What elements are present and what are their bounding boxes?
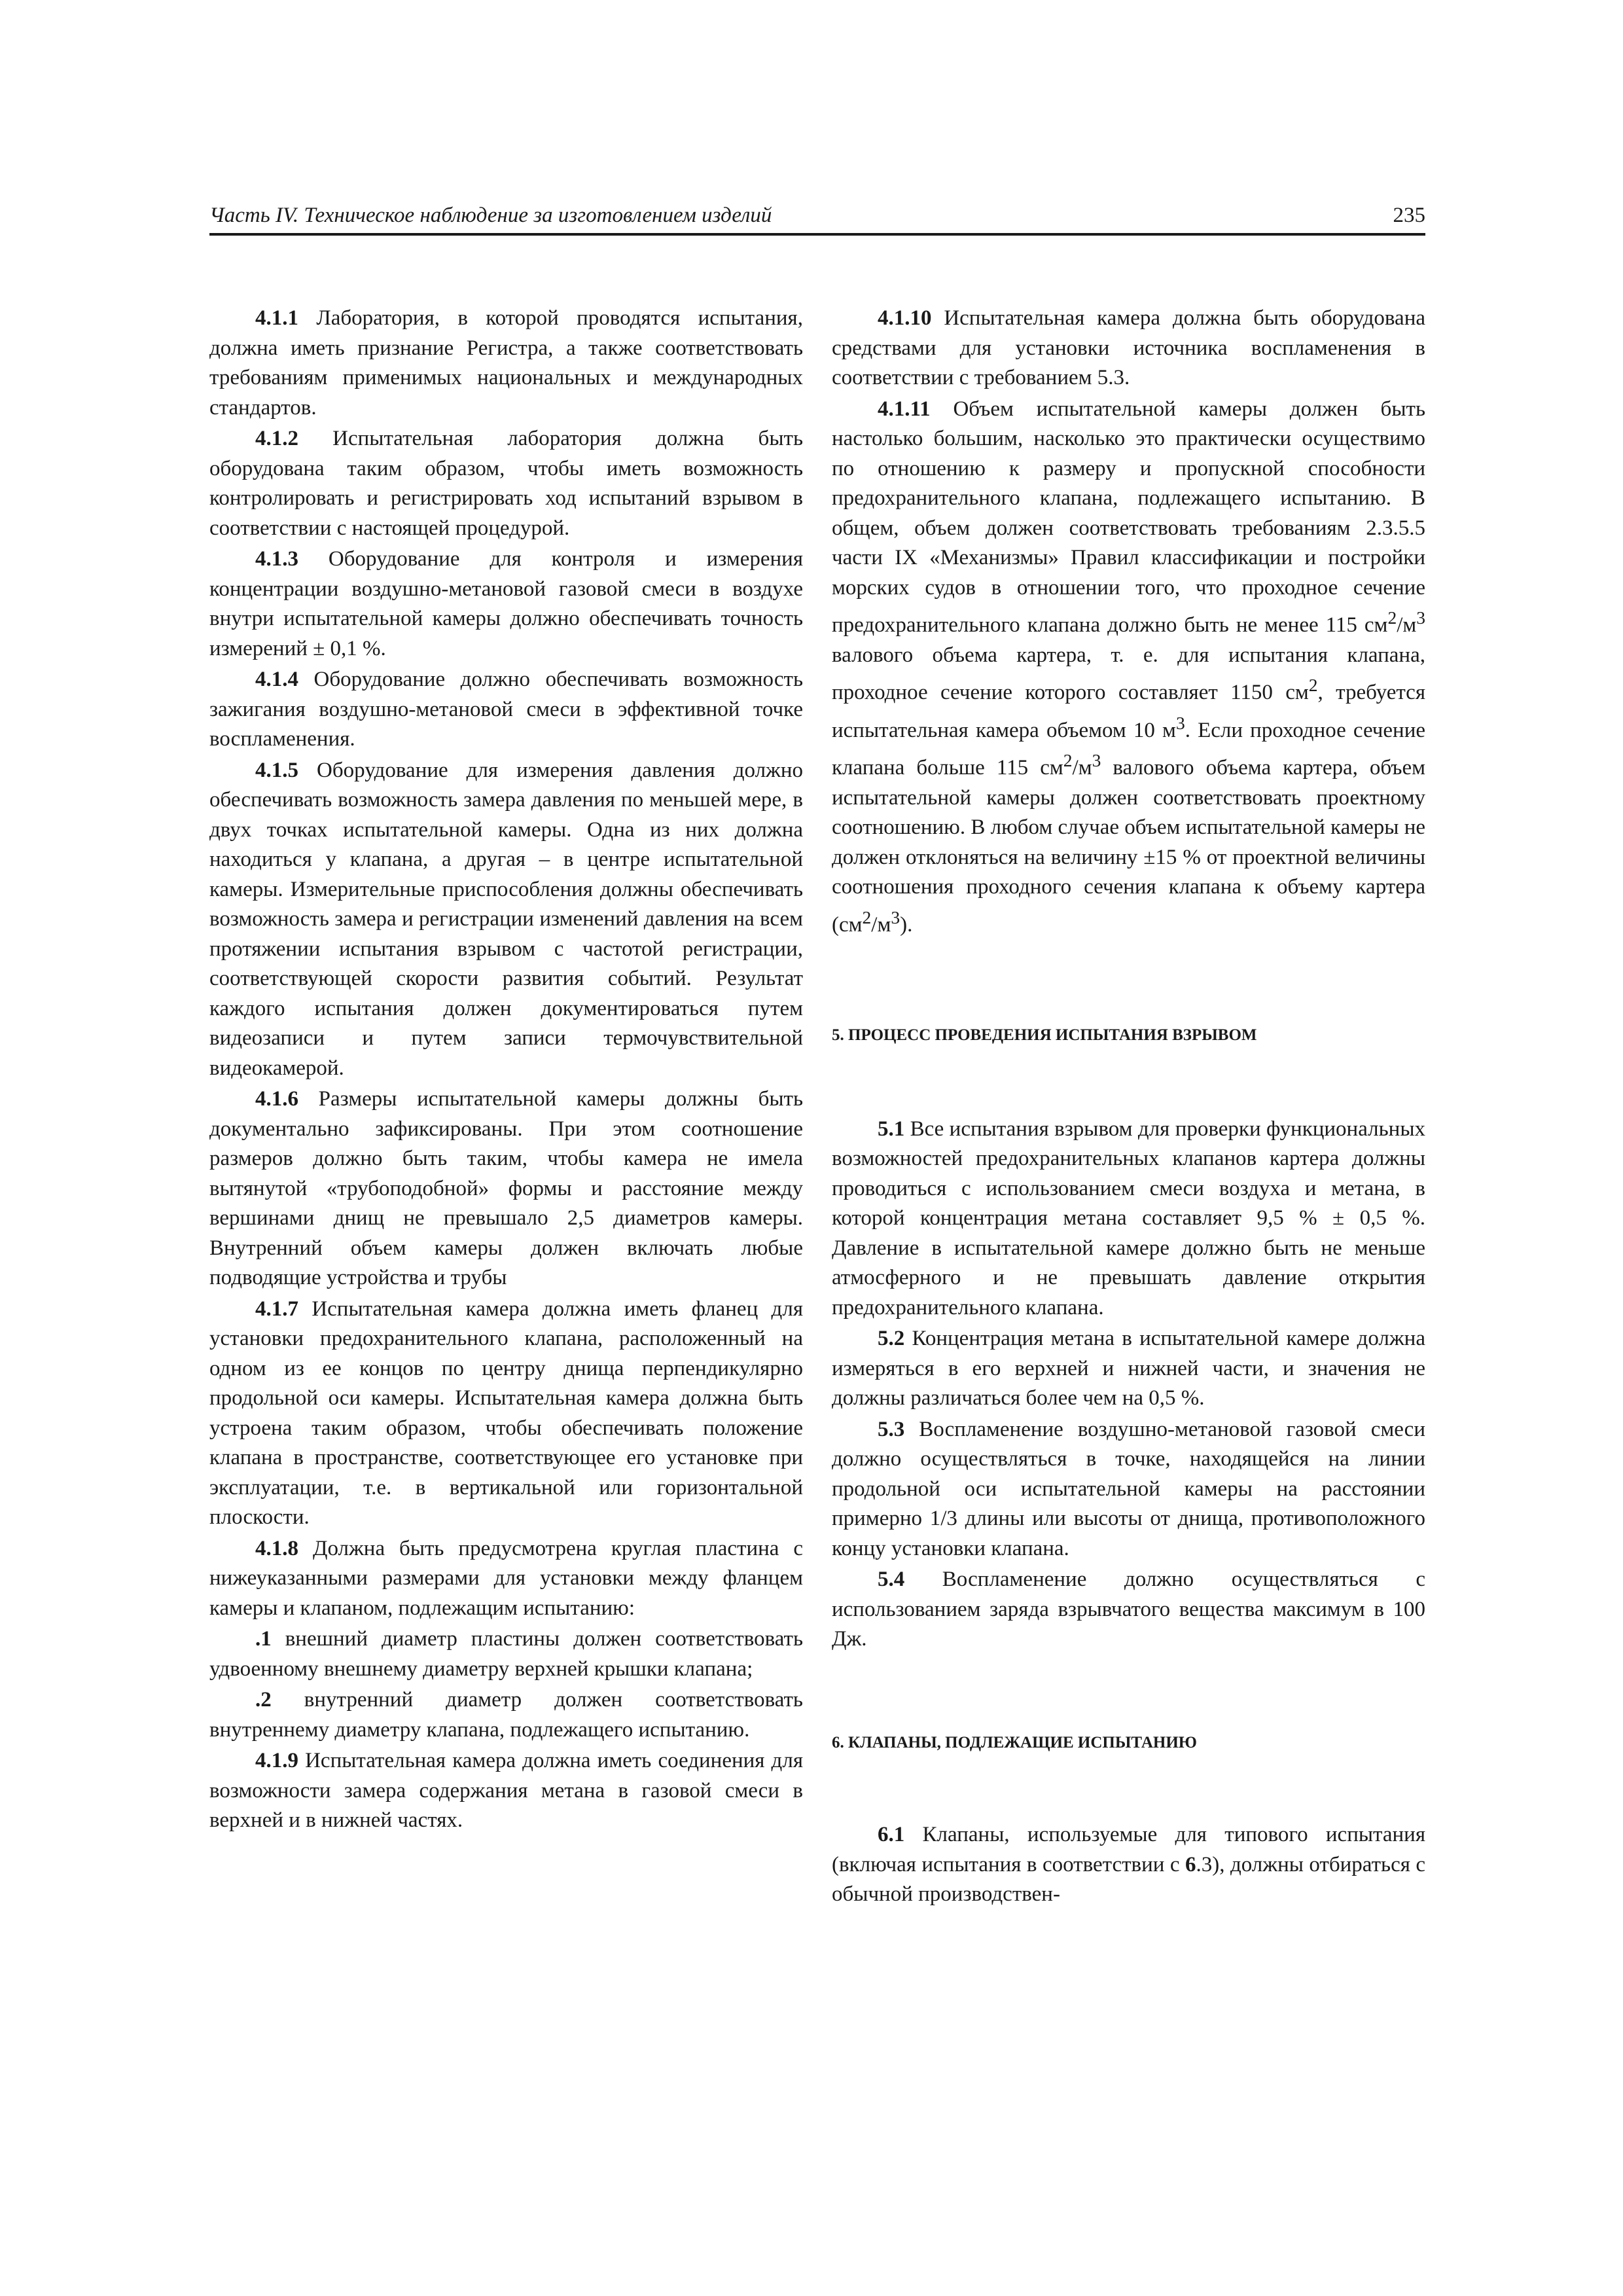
paragraph-text: Все испытания взрывом для проверки функциональных возможностей предохранительных клапанов картера должны проводиться с использованием смеси воздуха и метана, в которой концентрация метана составляет 9,5 % ± 0,5 %. Давление в испытательной камере должно быть не меньше атмосферного и не превышать давление открытия предохранительного клапана. — [832, 1117, 1425, 1319]
paragraph-text: ). — [900, 912, 913, 937]
header-rule — [209, 233, 1425, 236]
clause-number: 6.1 — [878, 1823, 905, 1846]
paragraph-text: Воспламенение воздушно-метановой газовой смеси должно осуществляться в точке, находящейся на линии продольной оси испытательной камеры на расстоянии примерно 1/3 длины или высоты от днища, противоположного концу установки клапана. — [832, 1417, 1425, 1560]
superscript: 3 — [1092, 750, 1101, 770]
paragraph-4-1-6 — [209, 1085, 803, 1293]
superscript: 2 — [1063, 750, 1073, 770]
paragraph-5-3 — [832, 1415, 1425, 1564]
running-header — [209, 196, 1425, 236]
paragraph-text: внешний диаметр пластины должен соответствовать удвоенному внешнему диаметру верхней крышки клапана; — [209, 1627, 803, 1681]
paragraph-text: Испытательная лаборатория должна быть оборудована таким образом, чтобы иметь возможность контролировать и регистрировать ход испытаний взрывом в соответствии с настоящей процедурой. — [209, 427, 803, 540]
paragraph-text: внутренний диаметр должен соответствовать внутреннему диаметру клапана, подлежащего испытанию. — [209, 1688, 803, 1742]
clause-number: 4.1.10 — [878, 306, 932, 330]
list-item-1 — [209, 1624, 803, 1684]
paragraph-4-1-7 — [209, 1295, 803, 1533]
paragraph-text: . Если проходное сечение клапана больше 115 см — [832, 718, 1425, 780]
paragraph-5-4 — [832, 1565, 1425, 1655]
page-number: 235 — [1393, 204, 1425, 227]
item-number: .2 — [255, 1688, 272, 1712]
running-header-title: Часть IV. Техническое наблюдение за изготовлением изделий — [209, 204, 772, 227]
paragraph-text: Объем испытательной камеры должен быть настолько большим, насколько это практически осуществимо по отношению к размеру и пропускной способности предохранительного клапана, подлежащего испытанию. В общем, объем должен соответствовать требованиям 2.3.5.5 части IX «Механизмы» Правил классификации и постройки морских судов в отношении того, что проходное сечение предохранительного клапана должно быть не менее 115 см — [832, 397, 1425, 637]
paragraph-text: Оборудование для измерения давления должно обеспечивать возможность замера давления по меньшей мере, в двух точках испытательной камеры. Одна из них должна находиться у клапана, а другая – в центре испытательной камеры. Измерительные приспособления должны обеспечивать возможность замера и регистрации изменений давления на всем протяжении испытания взрывом с частотой регистрации, соответствующей скорости развития событий. Результат каждого испытания должен документироваться путем видеозаписи и путем записи термочувствительной видеокамерой. — [209, 758, 803, 1080]
paragraph-text: Испытательная камера должна иметь соединения для возможности замера содержания метана в газовой смеси в верхней и в нижней частях. — [209, 1749, 803, 1832]
clause-number: 4.1.9 — [255, 1749, 298, 1772]
paragraph-text: /м — [1072, 756, 1092, 780]
paragraph-4-1-5 — [209, 756, 803, 1084]
superscript: 3 — [891, 906, 901, 927]
paragraph-5-1 — [832, 1115, 1425, 1323]
clause-number: 5.4 — [878, 1568, 905, 1591]
clause-number: 4.1.7 — [255, 1297, 298, 1321]
clause-number: 5.3 — [878, 1417, 905, 1441]
paragraph-text: Воспламенение должно осуществляться с использованием заряда взрывчатого вещества максимум в 100 Дж. — [832, 1568, 1425, 1651]
paragraph-text: /м — [871, 912, 891, 937]
paragraph-text: Клапаны, используемые для типового испытания (включая испытания в соответствии с — [832, 1823, 1425, 1876]
paragraph-text: валового объема картера, объем испытательной камеры должен соответствовать проектному соотношению. В любом случае объем испытательной камеры не должен отклоняться на величину ±15 % от проектной величины соотношения проходного сечения клапана к объему картера (см — [832, 756, 1425, 937]
clause-number: 5.2 — [878, 1327, 905, 1350]
item-number: .1 — [255, 1627, 272, 1651]
paragraph-4-1-8 — [209, 1534, 803, 1624]
list-item-2 — [209, 1685, 803, 1745]
paragraph-4-1-10 — [832, 304, 1425, 393]
paragraph-text: Должна быть предусмотрена круглая пластина с нижеуказанными размерами для установки между фланцем камеры и клапаном, подлежащим испытанию: — [209, 1536, 803, 1620]
clause-number: 4.1.5 — [255, 758, 298, 782]
section-heading-6: 6. КЛАПАНЫ, ПОДЛЕЖАЩИЕ ИСПЫТАНИЮ — [832, 1733, 1197, 1751]
paragraph-text: Лаборатория, в которой проводятся испытания, должна иметь признание Регистра, а также соответствовать требованиям применимых национальных и международных стандартов. — [209, 306, 803, 420]
superscript: 2 — [862, 906, 872, 927]
section-heading-5: 5. ПРОЦЕСС ПРОВЕДЕНИЯ ИСПЫТАНИЯ ВЗРЫВОМ — [832, 1026, 1257, 1044]
paragraph-4-1-1 — [209, 304, 803, 423]
paragraph-text: .3), должны отбираться с обычной производствен- — [832, 1852, 1425, 1906]
paragraph-4-1-2 — [209, 424, 803, 543]
paragraph-6-1 — [832, 1820, 1425, 1910]
clause-number: 4.1.3 — [255, 547, 298, 571]
clause-number: 4.1.6 — [255, 1087, 298, 1111]
paragraph-text: Оборудование должно обеспечивать возможность зажигания воздушно-метановой смеси в эффективной точке воспламенения. — [209, 668, 803, 751]
paragraph-text: Испытательная камера должна иметь фланец для установки предохранительного клапана, расположенный на одном из ее концов по центру днища перпендикулярно продольной оси камеры. Испытательная камера должна быть устроена таким образом, чтобы обеспечивать положение клапана в пространстве, соответствующее его установке при эксплуатации, т.е. в вертикальной или горизонтальной плоскости. — [209, 1297, 803, 1529]
paragraph-text: валового объема картера, т. е. для испытания клапана, проходное сечение которого составляет 1150 см — [832, 643, 1425, 704]
paragraph-text: , требуется испытательная камера объемом 10 м — [832, 681, 1426, 742]
superscript: 3 — [1416, 607, 1425, 628]
cross-reference: 6 — [1185, 1852, 1196, 1876]
superscript: 2 — [1387, 607, 1397, 628]
paragraph-text: Испытательная камера должна быть оборудована средствами для установки источника воспламенения в соответствии с требованием 5.3. — [832, 306, 1425, 389]
paragraph-text: Концентрация метана в испытательной камере должна измеряться в его верхней и нижней части, и значения не должны различаться более чем на 0,5 %. — [832, 1327, 1425, 1410]
clause-number: 5.1 — [878, 1117, 905, 1141]
paragraph-5-2 — [832, 1324, 1425, 1414]
paragraph-4-1-11 — [832, 395, 1425, 941]
clause-number: 4.1.4 — [255, 668, 298, 691]
clause-number: 4.1.11 — [878, 397, 931, 421]
clause-number: 4.1.8 — [255, 1536, 298, 1560]
clause-number: 4.1.2 — [255, 427, 298, 450]
paragraph-text: Оборудование для контроля и измерения концентрации воздушно-метановой газовой смеси в воздухе внутри испытательной камеры должно обеспечивать точность измерений ± 0,1 %. — [209, 547, 803, 660]
left-column — [209, 304, 803, 1837]
clause-number: 4.1.1 — [255, 306, 298, 330]
paragraph-text: /м — [1397, 613, 1417, 637]
paragraph-4-1-9 — [209, 1746, 803, 1836]
paragraph-4-1-3 — [209, 545, 803, 664]
superscript: 2 — [1308, 675, 1318, 695]
right-column — [832, 304, 1425, 1911]
paragraph-text: Размеры испытательной камеры должны быть документально зафиксированы. При этом соотношение размеров должно быть таким, чтобы камера не имела вытянутой «трубоподобной» формы и расстояние между вершинами днищ не превышало 2,5 диаметров камеры. Внутренний объем камеры должен включать любые подводящие устройства и трубы — [209, 1087, 803, 1289]
superscript: 3 — [1175, 712, 1185, 733]
paragraph-4-1-4 — [209, 665, 803, 755]
